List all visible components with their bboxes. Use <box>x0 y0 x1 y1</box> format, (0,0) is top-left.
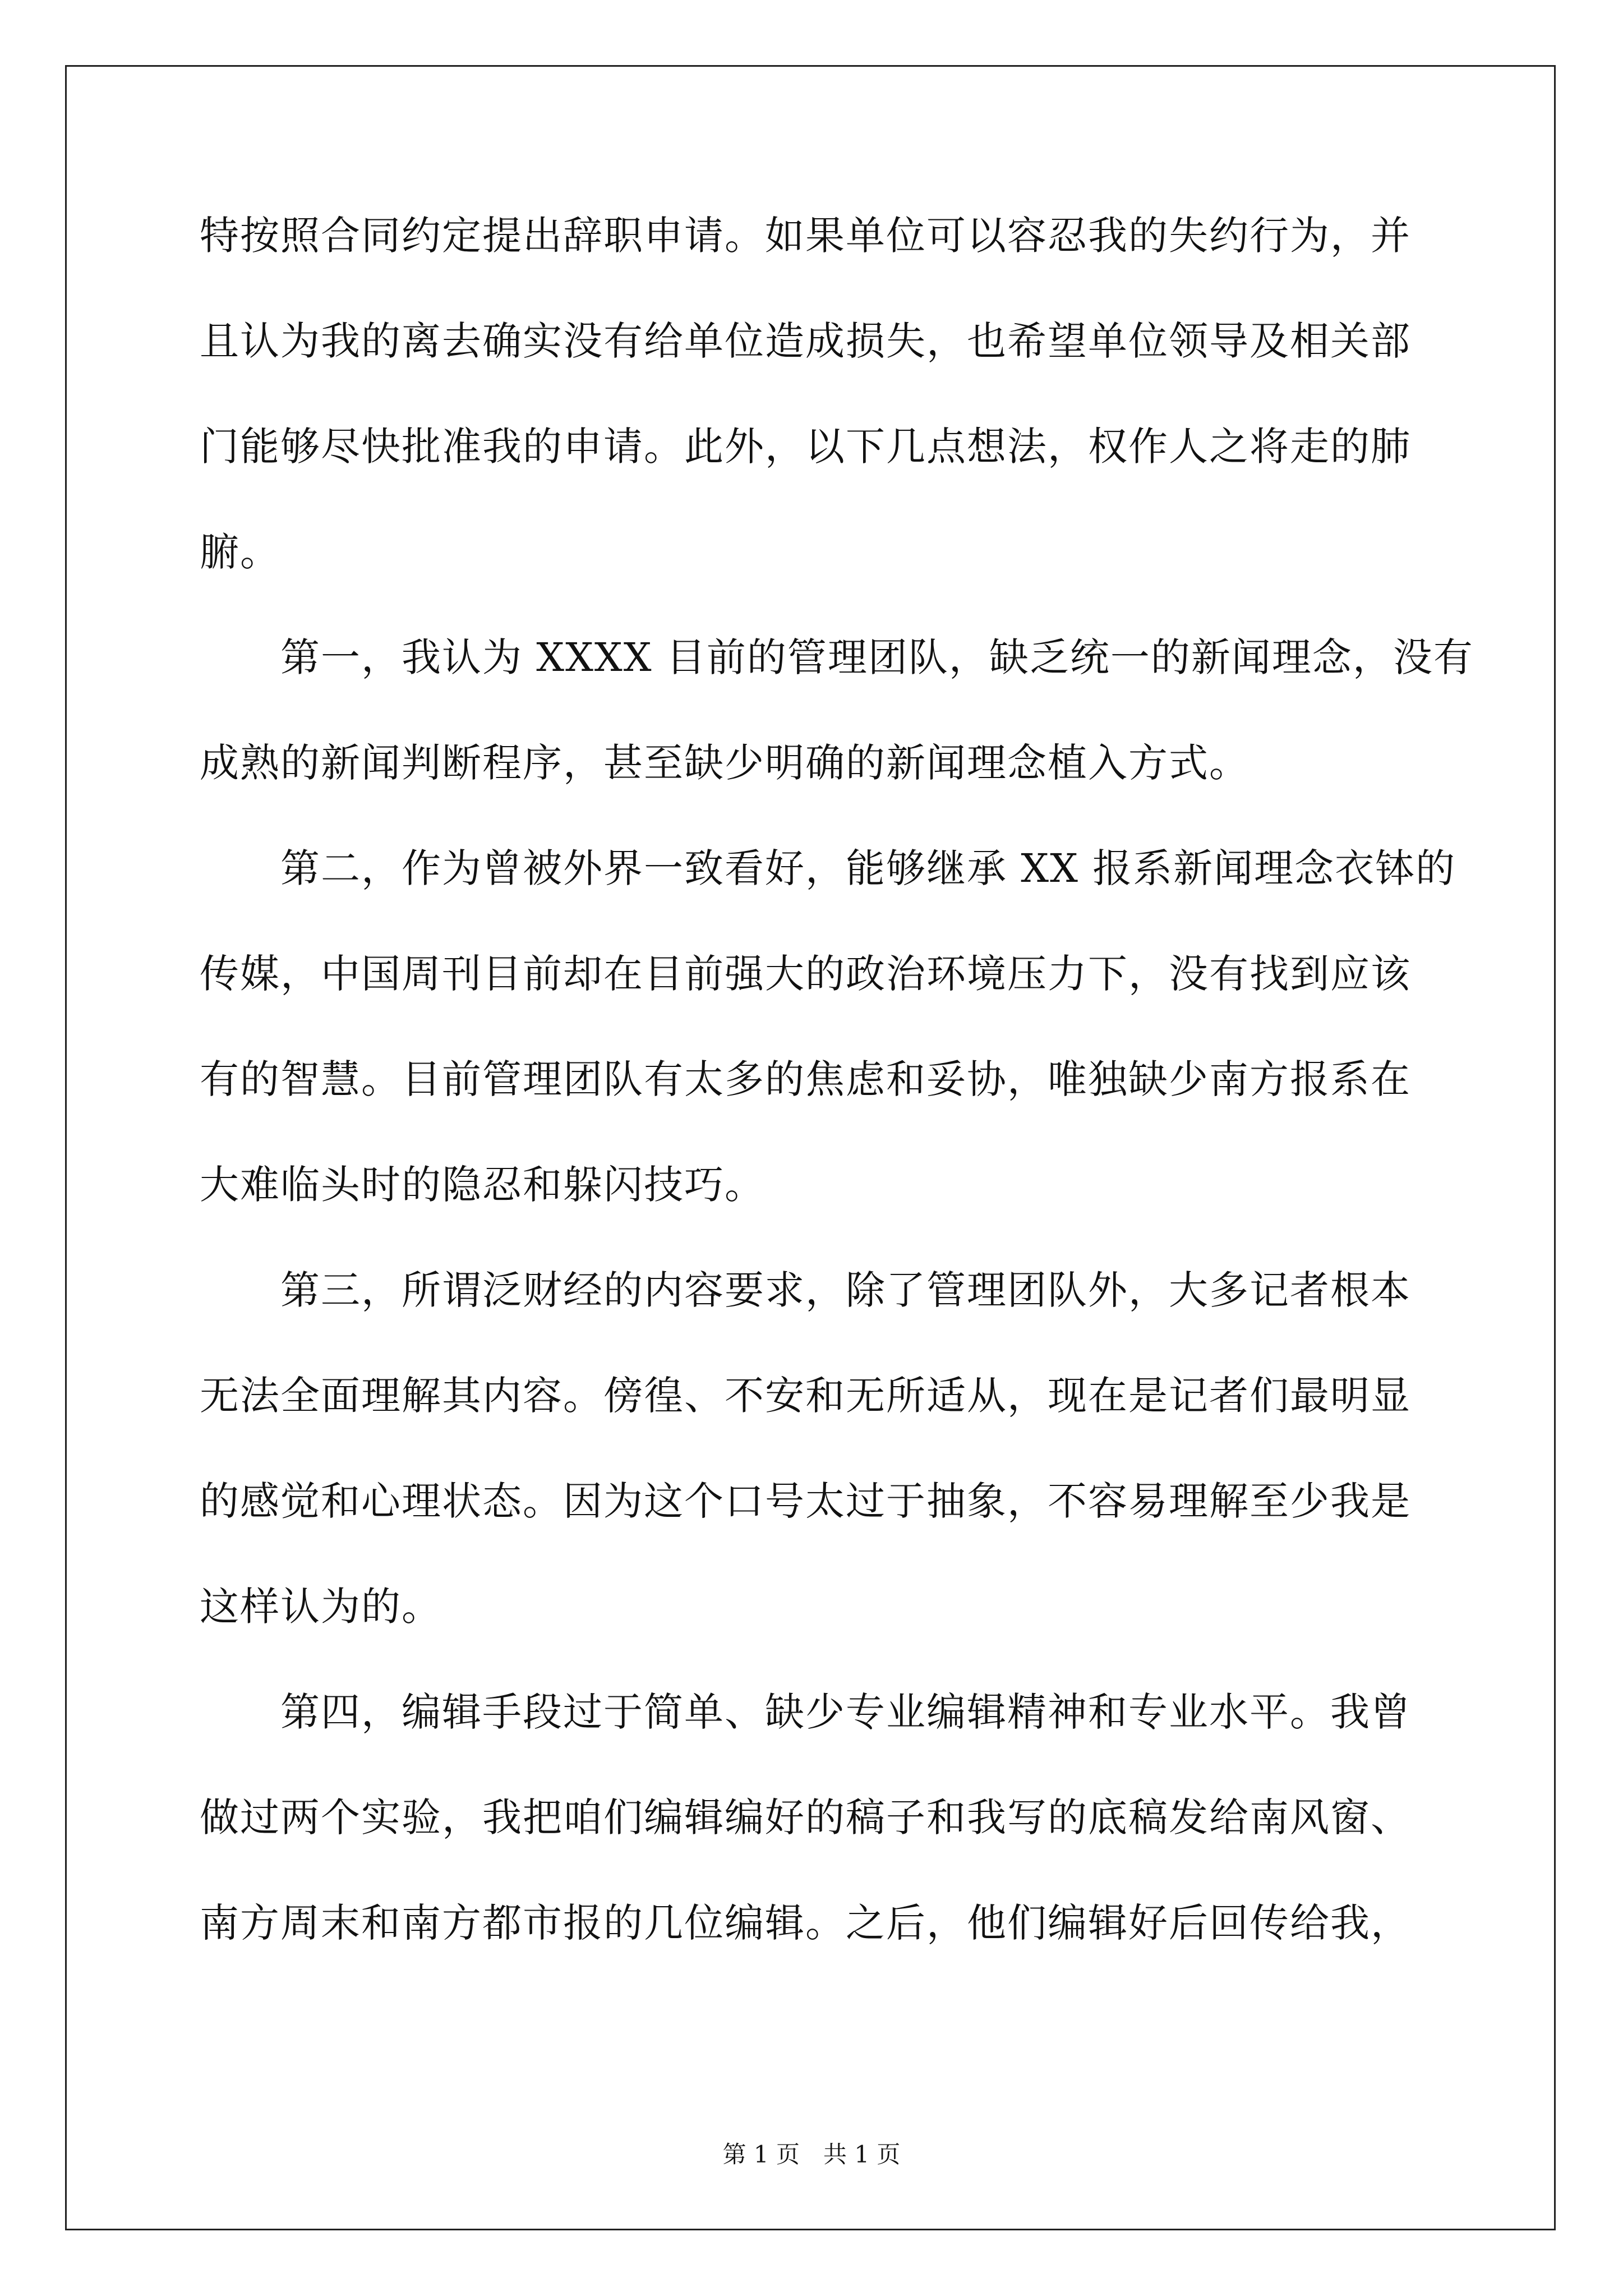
page-number-footer: 第 1 页 共 1 页 <box>722 2141 901 2168</box>
text-line: 第四，编辑手段过于简单、缺少专业编辑精神和专业水平。我曾 <box>200 1689 1411 1735</box>
text-line: 第二，作为曾被外界一致看好，能够继承 XX 报系新闻理念衣钵的 <box>200 845 1456 891</box>
text-line: 这样认为的。 <box>200 1584 442 1630</box>
text-line: 传媒，中国周刊目前却在目前强大的政治环境压力下，没有找到应该 <box>200 951 1411 997</box>
text-line: 无法全面理解其内容。傍徨、不安和无所适从，现在是记者们最明显 <box>200 1373 1411 1419</box>
text-line: 南方周末和南方都市报的几位编辑。之后，他们编辑好后回传给我， <box>200 1900 1411 1946</box>
text-line: 大难临头时的隐忍和躲闪技巧。 <box>200 1162 765 1208</box>
text-line: 第三，所谓泛财经的内容要求，除了管理团队外，大多记者根本 <box>200 1267 1411 1313</box>
text-line: 成熟的新闻判断程序，甚至缺少明确的新闻理念植入方式。 <box>200 740 1249 786</box>
text-line: 的感觉和心理状态。因为这个口号太过于抽象，不容易理解至少我是 <box>200 1478 1411 1524</box>
text-line: 腑。 <box>200 529 280 575</box>
text-line: 有的智慧。目前管理团队有太多的焦虑和妥协，唯独缺少南方报系在 <box>200 1056 1411 1102</box>
text-line: 第一，我认为 XXXX 目前的管理团队，缺乏统一的新闻理念，没有 <box>200 634 1474 680</box>
text-line: 门能够尽快批准我的申请。此外，以下几点想法，权作人之将走的肺 <box>200 424 1411 470</box>
text-line: 且认为我的离去确实没有给单位造成损失，也希望单位领导及相关部 <box>200 318 1411 364</box>
text-line: 特按照合同约定提出辞职申请。如果单位可以容忍我的失约行为，并 <box>200 213 1411 259</box>
text-line: 做过两个实验，我把咱们编辑编好的稿子和我写的底稿发给南风窗、 <box>200 1795 1411 1841</box>
